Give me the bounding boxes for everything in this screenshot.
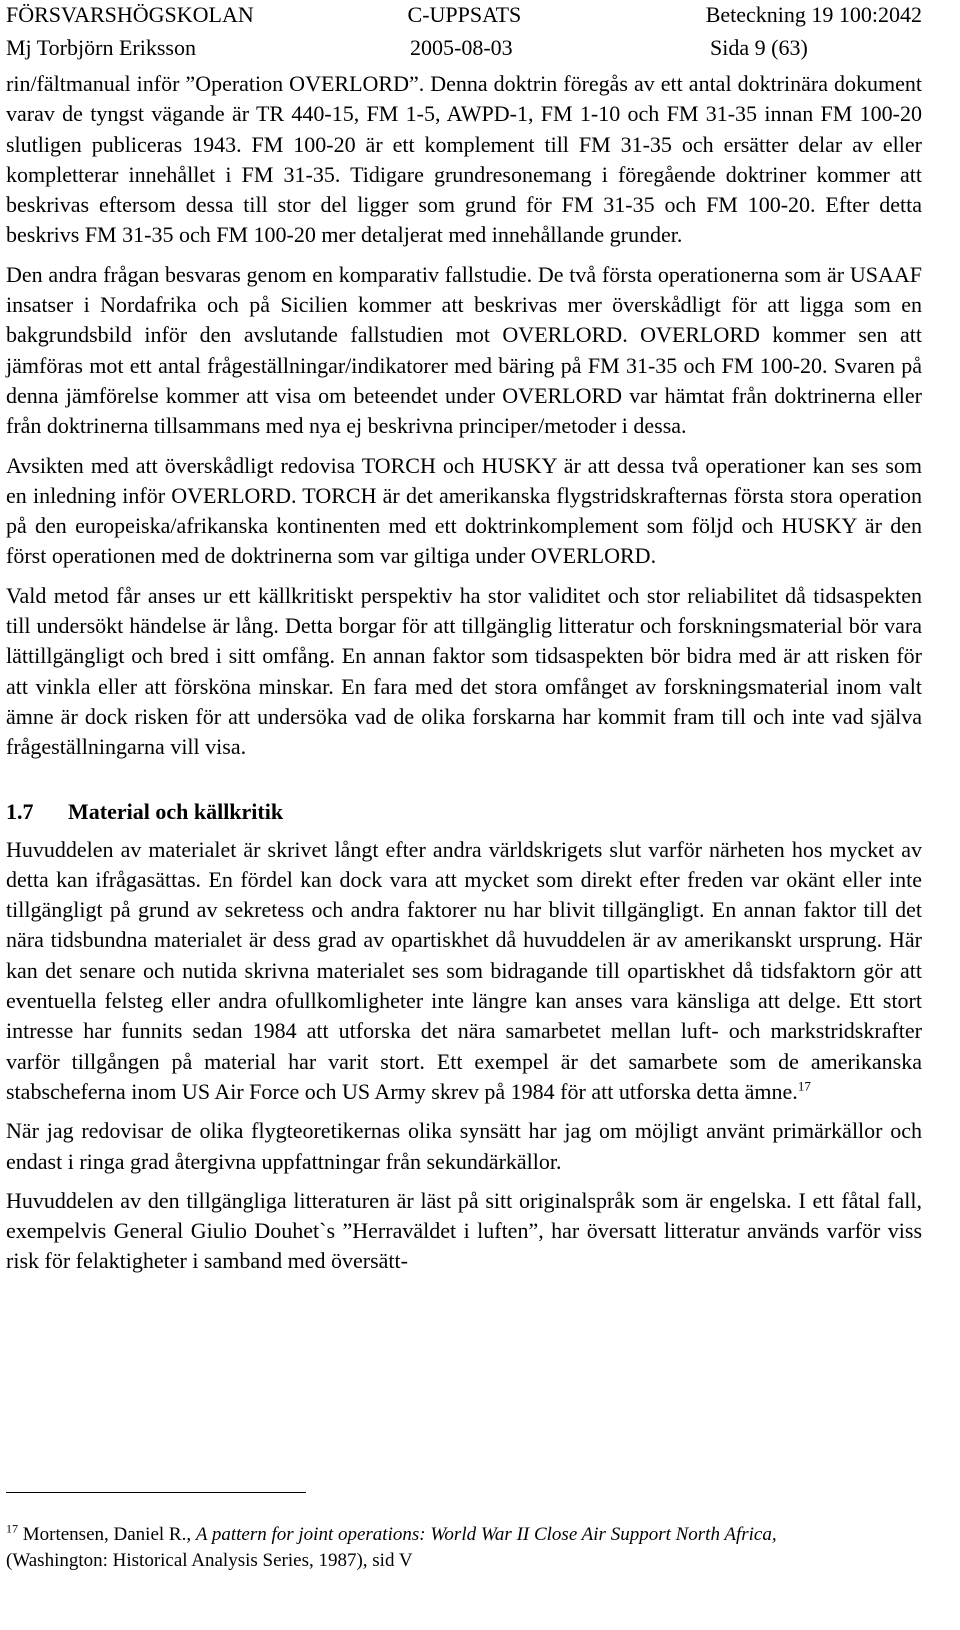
header-page-number: Sida 9 (63) <box>710 35 808 60</box>
footnote-divider <box>6 1492 306 1493</box>
section-paragraph-3: Huvuddelen av den tillgängliga litteraturen är läst på sitt originalspråk som är engelska. I ett fåtal fall, exempelvis General Giulio Douhet`s ”Herraväldet i luften”, har översatt litteratur används varför viss risk för felaktigheter i samband med översätt- <box>6 1187 922 1274</box>
paragraph-1: rin/fältmanual inför ”Operation OVERLORD”. Denna doktrin föregås av ett antal doktrinära dokument varav de tyngst vägande är TR 440-15, FM 1-5, AWPD-1, FM 1-10 och FM 31-35 innan FM 100-20 slutligen publiceras 1943. FM 100-20 är ett komplement till FM 31-35 och ersätter delar av eller kompletterar innehållet i FM 31-35. Tidigare grundresonemang i föregående doktriner kommer att beskrivas eftersom dessa till stor del ligger som grund för FM 31-35 och FM 100-20. Efter detta beskrivs FM 31-35 och FM 100-20 mer detaljerat med innehållande grunder. <box>6 71 922 248</box>
paragraph-4: Vald metod får anses ur ett källkritiskt perspektiv ha stor validitet och stor reliabilitet då tidsaspekten till undersökt händelse är lång. Detta borgar för att tillgänglig litteratur och forskningsmaterial bör vara lättillgängligt och bred i sitt omfång. En annan faktor som tidsaspekten bör bidra med är att risken för att vinkla eller att försköna minskar. En fara med det stora omfånget av forskningsmaterial inom valt ämne är dock risken för att undersöka vad de olika forskarna har kommit fram till och inte vad själva frågeställningarna vill visa. <box>6 582 922 760</box>
page-header-row-2 <box>6 33 922 63</box>
footnote-title: A pattern for joint operations: World War II Close Air Support North Africa, <box>195 1524 777 1545</box>
section-paragraph-1 <box>6 835 922 1108</box>
section-paragraph-1-text: Huvuddelen av materialet är skrivet långt efter andra världskrigets slut varför närheten hos mycket av detta kan ifrågasättas. En fördel kan dock vara att mycket som direkt efter freden var okänt eller inte tillgängligt på grund av sekretess och andra faktorer nu har blivit tillgängligt. En annan faktor till det nära tidsbundna materialet är dess grad av opartiskhet då huvuddelen är av amerikanskt ursprung. Här kan det senare och nutida skrivna materialet ses som bidragande till opartiskhet då tidsfaktorn gör att eventuella felsteg eller andra ofullkomligheter inte längre kan anses vara känsliga att delge. Ett stort intresse har funnits sedan 1984 att utforska det nära samarbetet mellan luft- och markstridskrafter varför tillgången på material har varit stort. Ett exempel är det samarbete som de amerikanska stabscheferna inom US Air Force och US Army skrev på 1984 för att utforska detta ämne. <box>6 836 922 1104</box>
footnote <box>6 1522 916 1574</box>
header-designation: Beteckning 19 100:2042 <box>705 2 922 27</box>
paragraph-2: Den andra frågan besvaras genom en komparativ fallstudie. De två första operationerna som är USAAF insatser i Nordafrika och på Sicilien kommer att beskrivas mer överskådligt för att ligga som en bakgrundsbild inför den avslutande fallstudien mot OVERLORD. OVERLORD kommer sen att jämföras mot ett antal frågeställningar/indikatorer med bäring på FM 31-35 och FM 100-20. Svaren på denna jämförelse kommer att visa om beteendet under OVERLORD var hämtat från doktrinerna eller från doktrinerna tillsammans med nya ej beskrivna principer/metoder i dessa. <box>6 261 922 439</box>
section-title: Material och källkritik <box>68 798 284 824</box>
footnote-publication: (Washington: Historical Analysis Series, 1987), sid V <box>6 1550 413 1571</box>
body-text <box>6 69 922 1277</box>
header-date: 2005-08-03 <box>410 35 513 60</box>
header-author: Mj Torbjörn Eriksson <box>6 35 196 60</box>
footnote-reference[interactable]: 17 <box>797 1078 811 1094</box>
header-doc-type: C-UPPSATS <box>407 2 522 27</box>
page-header-row-1 <box>6 0 922 30</box>
footnote-author: Mortensen, Daniel R., <box>22 1524 192 1545</box>
footnote-number: 17 <box>6 1521 18 1536</box>
section-paragraph-2: När jag redovisar de olika flygteoretikernas olika synsätt har jag om möjligt använt primärkällor och endast i ringa grad återgivna uppfattningar från sekundärkällor. <box>6 1118 922 1174</box>
section-heading <box>6 797 922 827</box>
header-institution: FÖRSVARSHÖGSKOLAN <box>6 2 254 27</box>
paragraph-3: Avsikten med att överskådligt redovisa TORCH och HUSKY är att dessa två operationer kan ses som en inledning inför OVERLORD. TORCH är det amerikanska flygstridskrafternas första stora operation på den europeiska/afrikanska kontinenten med ett doktrinkomplement som följd och HUSKY är den först operationen med de doktrinerna som var giltiga under OVERLORD. <box>6 452 922 569</box>
section-number: 1.7 <box>6 798 34 824</box>
